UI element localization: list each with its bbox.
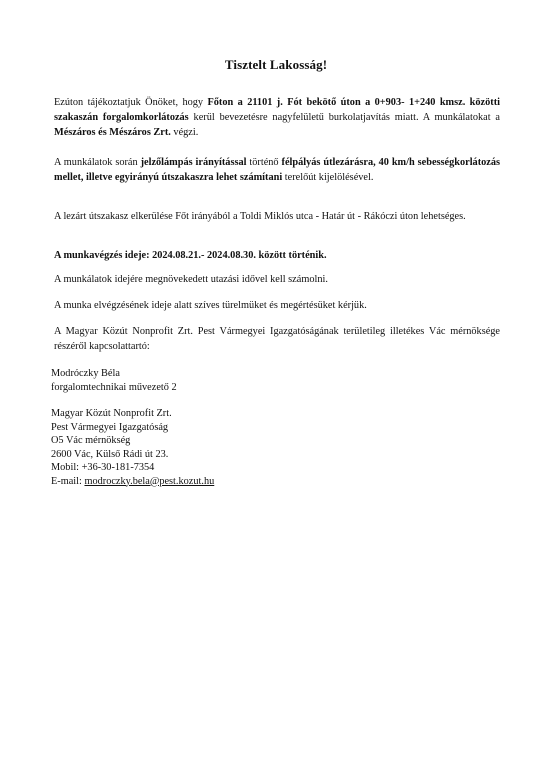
- contact-role: forgalomtechnikai művezető 2: [51, 381, 177, 393]
- contact-dept: Pest Vármegyei Igazgatóság: [51, 421, 169, 433]
- contact-org: Magyar Közút Nonprofit Zrt.: [51, 408, 172, 419]
- intro-text-3: végzi.: [170, 127, 199, 138]
- intro-text-2: kerül bevezetésre nagyfelületű burkolatjavítás miatt. A munkálatokat a: [188, 112, 500, 123]
- restrictions-closure: félpályás útlezárásra, 40 km/h sebességkorlátozás mellet, illetve egyirányú útszakaszra lehet számítani: [54, 157, 501, 183]
- restrictions-text-3: terelőút kijelölésével.: [282, 172, 374, 183]
- email-label: E-mail:: [51, 475, 85, 487]
- signature-block: [51, 367, 177, 394]
- intro-text-1: Ezúton tájékoztatjuk Önöket, hogy: [54, 97, 208, 108]
- restrictions-signals: jelzőlámpás irányítással: [140, 157, 247, 168]
- contact-name: Modróczky Béla: [51, 368, 120, 379]
- paragraph-contact-intro: A Magyar Közút Nonprofit Zrt. Pest Vármegyei Igazgatóságának területileg illetékes Vác mérnöksége részéről kapcsolattartó:: [54, 326, 500, 352]
- contact-email-line: [51, 475, 214, 489]
- paragraph-intro: [54, 95, 500, 140]
- paragraph-travel-time: A munkálatok idejére megnövekedett utazási idővel kell számolni.: [54, 274, 328, 285]
- contact-unit: O5 Vác mérnökség: [51, 435, 131, 446]
- restrictions-text-1: A munkálatok során: [54, 157, 141, 168]
- intro-contractor: Mészáros és Mészáros Zrt.: [54, 127, 171, 138]
- contact-mobile: Mobil: +36-30-181-7354: [51, 462, 155, 473]
- contact-block: [51, 407, 214, 488]
- paragraph-detour: A lezárt útszakasz elkerülése Főt irányából a Toldi Miklós utca - Határ út - Rákóczi úton lehetséges.: [54, 211, 466, 222]
- contact-address: 2600 Vác, Külső Rádi út 23.: [51, 448, 169, 460]
- email-link[interactable]: modroczky.bela@pest.kozut.hu: [84, 475, 215, 487]
- paragraph-restrictions: [54, 155, 500, 185]
- restrictions-text-2: történő: [246, 157, 282, 168]
- paragraph-patience: A munka elvégzésének ideje alatt szíves türelmüket és megértésüket kérjük.: [54, 300, 367, 311]
- page-title: Tisztelt Lakosság!: [224, 57, 328, 72]
- paragraph-work-period: A munkavégzés ideje: 2024.08.21.- 2024.08.30. között történik.: [54, 250, 327, 261]
- intro-location: Főton a 21101 j. Fót bekötő úton a 0+903- 1+240 kmsz. közötti szakaszán forgalomkorlátozás: [54, 97, 500, 123]
